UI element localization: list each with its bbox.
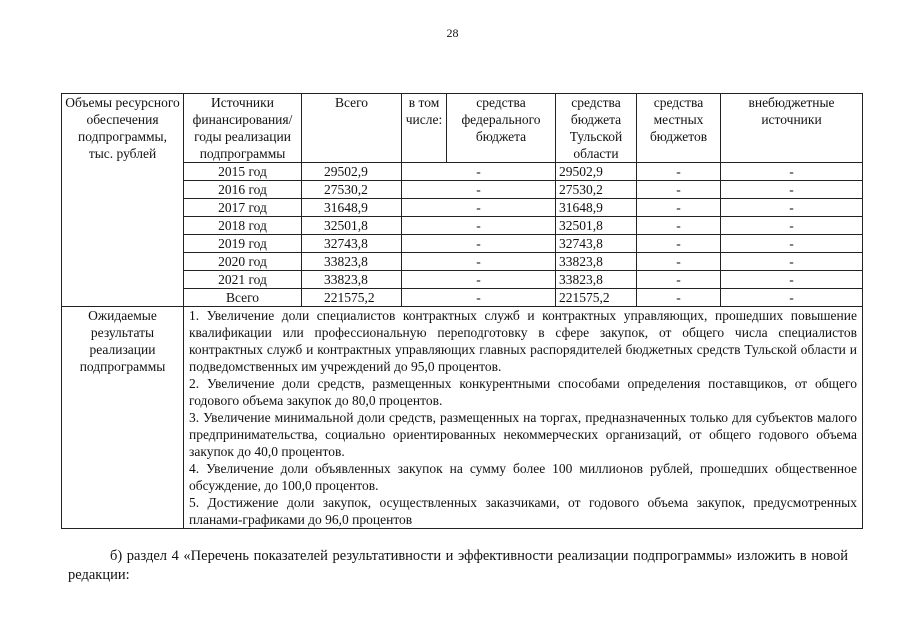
total-cell: 32501,8 (302, 217, 402, 235)
table-header-row (62, 94, 863, 163)
regional-cell: 31648,9 (556, 199, 637, 217)
federal-cell: - (402, 235, 556, 253)
header-total: Всего (302, 94, 402, 163)
result-item: 5. Достижение доли закупок, осуществленных заказчиками, от годового объема закупок, предусмотренных планами-графиками до 96,0 процентов (189, 495, 857, 527)
year-cell: 2015 год (184, 163, 302, 181)
local-cell: - (637, 181, 721, 199)
header-sources: Источники финансирования/ годы реализации подпрограммы (184, 94, 302, 163)
local-cell: - (637, 217, 721, 235)
page-number: 28 (446, 26, 459, 40)
offbudget-cell: - (721, 289, 863, 307)
regional-cell: 32743,8 (556, 235, 637, 253)
header-federal: средства федерального бюджета (447, 94, 556, 163)
total-cell: 27530,2 (302, 181, 402, 199)
offbudget-cell: - (721, 253, 863, 271)
federal-cell: - (402, 163, 556, 181)
header-regional: средства бюджета Тульской области (556, 94, 637, 163)
year-cell: 2016 год (184, 181, 302, 199)
federal-cell: - (402, 289, 556, 307)
offbudget-cell: - (721, 181, 863, 199)
total-cell: 32743,8 (302, 235, 402, 253)
total-cell: 33823,8 (302, 271, 402, 289)
regional-cell: 33823,8 (556, 253, 637, 271)
year-cell: 2019 год (184, 235, 302, 253)
regional-cell: 32501,8 (556, 217, 637, 235)
federal-cell: - (402, 199, 556, 217)
year-cell: Всего (184, 289, 302, 307)
total-cell: 221575,2 (302, 289, 402, 307)
header-offbudget: внебюджетные источники (721, 94, 863, 163)
local-cell: - (637, 199, 721, 217)
result-item: 1. Увеличение доли специалистов контрактных служб и контрактных управляющих, прошедших повышение квалификации или профессиональную переподготовку в сфере закупок, от общего числа специалистов контрактных служб и контрактных управляющих главных распорядителей бюджетных средств Тульской области и подведомственных им учреждений до 95,0 процентов. (189, 308, 857, 374)
year-cell: 2020 год (184, 253, 302, 271)
offbudget-cell: - (721, 217, 863, 235)
expected-results-label: Ожидаемые результаты реализации подпрограммы (62, 307, 184, 529)
result-item: 3. Увеличение минимальной доли средств, размещенных на торгах, предназначенных только для субъектов малого предпринимательства, социально ориентированных некоммерческих организаций, от общего годового объема закупок до 40,0 процентов. (189, 410, 857, 459)
resources-row-label: Объемы ресурсного обеспечения подпрограммы, тыс. рублей (62, 94, 184, 307)
federal-cell: - (402, 271, 556, 289)
federal-cell: - (402, 181, 556, 199)
year-cell: 2018 год (184, 217, 302, 235)
year-cell: 2021 год (184, 271, 302, 289)
result-item: 2. Увеличение доли средств, размещенных конкурентными способами определения поставщиков, от общего годового объема закупок до 80,0 процентов. (189, 376, 857, 408)
local-cell: - (637, 271, 721, 289)
total-cell: 29502,9 (302, 163, 402, 181)
year-cell: 2017 год (184, 199, 302, 217)
federal-cell: - (402, 217, 556, 235)
offbudget-cell: - (721, 235, 863, 253)
expected-results-list (184, 307, 863, 529)
offbudget-cell: - (721, 163, 863, 181)
local-cell: - (637, 289, 721, 307)
regional-cell: 27530,2 (556, 181, 637, 199)
expected-results-row (62, 307, 863, 529)
section-amendment-text: б) раздел 4 «Перечень показателей результативности и эффективности реализации подпрограммы» изложить в новой редакции: (68, 548, 848, 583)
regional-cell: 33823,8 (556, 271, 637, 289)
header-including: в том числе: (402, 94, 447, 163)
local-cell: - (637, 163, 721, 181)
offbudget-cell: - (721, 199, 863, 217)
total-cell: 31648,9 (302, 199, 402, 217)
regional-cell: 29502,9 (556, 163, 637, 181)
header-local: средства местных бюджетов (637, 94, 721, 163)
result-item: 4. Увеличение доли объявленных закупок на сумму более 100 миллионов рублей, прошедших общественное обсуждение, до 100,0 процентов. (189, 461, 857, 493)
local-cell: - (637, 235, 721, 253)
regional-cell: 221575,2 (556, 289, 637, 307)
local-cell: - (637, 253, 721, 271)
offbudget-cell: - (721, 271, 863, 289)
federal-cell: - (402, 253, 556, 271)
resources-table (61, 93, 863, 529)
total-cell: 33823,8 (302, 253, 402, 271)
